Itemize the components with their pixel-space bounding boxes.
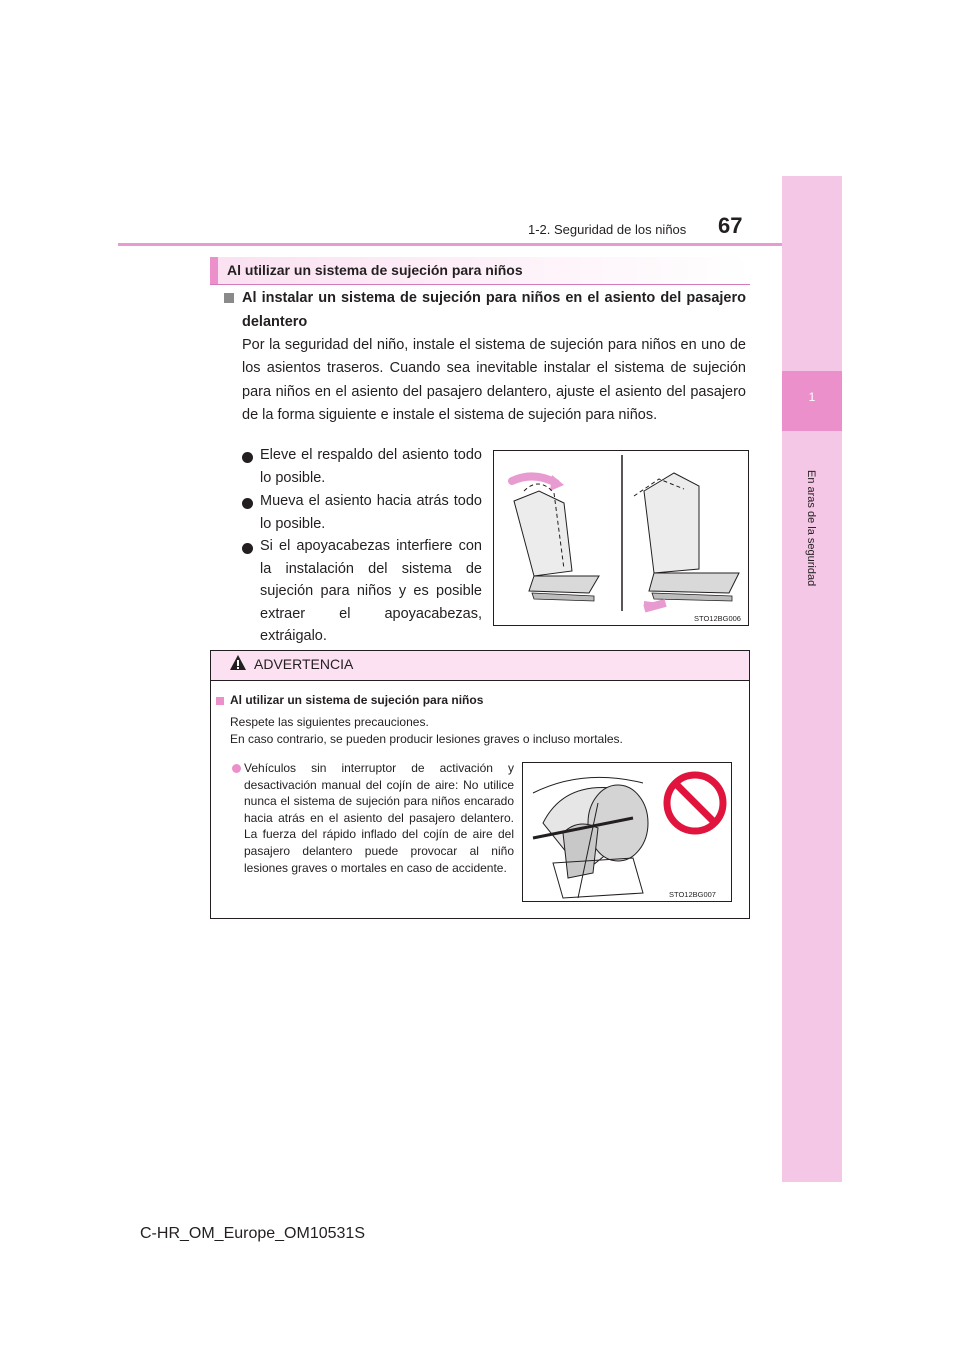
warning-line-1: Respete las siguientes precauciones. (230, 715, 429, 729)
header-rule (118, 243, 840, 246)
figure-code: STO12BG006 (694, 614, 741, 623)
warning-subtitle: Al utilizar un sistema de sujeción para niños (230, 693, 484, 707)
seat-illustration (494, 451, 748, 625)
bullet-item-3: Si el apoyacabezas interfiere con la instalación del sistema de sujeción para niños y es posible extraer el apoyacabezas, extráigalo. (260, 538, 482, 644)
figure-code: STO12BG007 (669, 890, 716, 899)
seat-adjustment-figure (493, 450, 749, 626)
chapter-number: 1 (808, 390, 816, 404)
chapter-title (805, 470, 821, 600)
chapter-tab (782, 176, 842, 1182)
bullet-item-2: Mueva el asiento hacia atrás todo lo posible. (260, 493, 482, 532)
subsection-square-icon (224, 293, 234, 303)
page-number: 67 (718, 213, 743, 238)
warning-title: ADVERTENCIA (254, 656, 354, 672)
warning-bullet-dot-icon (232, 764, 241, 773)
bullet-item-1: Eleve el respaldo del asiento todo lo posible. (260, 447, 482, 486)
bullet-dot-icon (242, 452, 253, 463)
bullet-dot-icon (242, 543, 253, 554)
warning-line-2: En caso contrario, se pueden producir lesiones graves o incluso mortales. (230, 732, 623, 746)
section-heading-bar (210, 257, 750, 285)
warning-bullet-text: Vehículos sin interruptor de activación y desactivación manual del cojín de aire: No utilice nunca el sistema de sujeción para niños encarado hacia atrás en el asiento del pasajero delantero. La fuerza del rápido inflado del cojín de aire del pasajero delantero puede provocar al niño lesiones graves o mortales en caso de accidente. (244, 761, 514, 875)
document-id: C-HR_OM_Europe_OM10531S (140, 1225, 365, 1242)
warning-square-icon (216, 697, 224, 705)
intro-paragraph: Por la seguridad del niño, instale el sistema de sujeción para niños en uno de los asientos traseros. Cuando sea inevitable instalar el sistema de sujeción para niños en el asiento del pasajero delantero, ajuste el asiento del pasajero de la forma siguiente e instale el sistema de sujeción para niños. (242, 337, 746, 424)
airbag-warning-figure (522, 762, 732, 902)
section-label: 1-2. Seguridad de los niños (528, 222, 687, 237)
subsection-title: Al instalar un sistema de sujeción para niños en el asiento del pasajero delantero (242, 290, 746, 330)
airbag-illustration (523, 763, 731, 901)
section-heading: Al utilizar un sistema de sujeción para niños (227, 262, 523, 278)
chapter-title-text: En aras de la seguridad (805, 470, 817, 587)
bullet-dot-icon (242, 498, 253, 509)
section-heading-marker (210, 257, 218, 284)
warning-triangle-icon (229, 654, 247, 671)
